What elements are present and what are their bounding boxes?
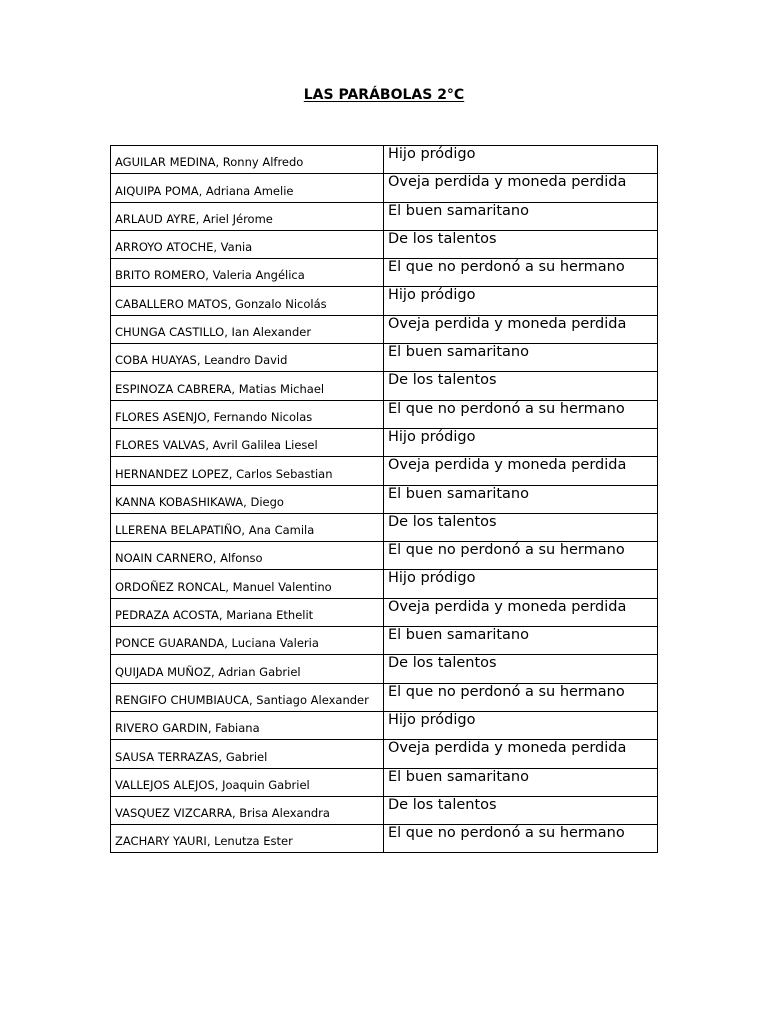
student-name-cell: ESPINOZA CABRERA, Matias Michael: [111, 372, 384, 400]
table-row: [111, 598, 658, 626]
student-name-cell: RIVERO GARDIN, Fabiana: [111, 711, 384, 739]
table-row: [111, 372, 658, 400]
parable-cell: El que no perdonó a su hermano: [384, 825, 658, 853]
table-row: [111, 570, 658, 598]
table-row: [111, 796, 658, 824]
parable-cell: Oveja perdida y moneda perdida: [384, 598, 658, 626]
student-name-cell: ARROYO ATOCHE, Vania: [111, 230, 384, 258]
parable-cell: De los talentos: [384, 513, 658, 541]
table-row: [111, 202, 658, 230]
table-row: [111, 174, 658, 202]
parable-cell: De los talentos: [384, 796, 658, 824]
student-name-cell: VASQUEZ VIZCARRA, Brisa Alexandra: [111, 796, 384, 824]
student-name-cell: COBA HUAYAS, Leandro David: [111, 344, 384, 372]
student-name-cell: RENGIFO CHUMBIAUCA, Santiago Alexander: [111, 683, 384, 711]
table-row: [111, 400, 658, 428]
parable-cell: Oveja perdida y moneda perdida: [384, 740, 658, 768]
table-row: [111, 287, 658, 315]
student-name-cell: VALLEJOS ALEJOS, Joaquin Gabriel: [111, 768, 384, 796]
table-row: [111, 683, 658, 711]
parable-cell: El que no perdonó a su hermano: [384, 683, 658, 711]
parable-cell: El que no perdonó a su hermano: [384, 542, 658, 570]
student-name-cell: AGUILAR MEDINA, Ronny Alfredo: [111, 146, 384, 174]
table-row: [111, 457, 658, 485]
assignment-table: [110, 145, 658, 853]
parable-cell: Oveja perdida y moneda perdida: [384, 457, 658, 485]
document-title: LAS PARÁBOLAS 2°C: [303, 87, 465, 103]
parable-cell: El que no perdonó a su hermano: [384, 400, 658, 428]
parable-cell: Hijo pródigo: [384, 146, 658, 174]
parable-cell: Hijo pródigo: [384, 428, 658, 456]
parable-cell: De los talentos: [384, 372, 658, 400]
student-name-cell: ZACHARY YAURI, Lenutza Ester: [111, 825, 384, 853]
table-row: [111, 627, 658, 655]
student-name-cell: BRITO ROMERO, Valeria Angélica: [111, 259, 384, 287]
parable-cell: El buen samaritano: [384, 344, 658, 372]
parable-cell: Hijo pródigo: [384, 287, 658, 315]
table-row: [111, 655, 658, 683]
student-name-cell: PEDRAZA ACOSTA, Mariana Ethelit: [111, 598, 384, 626]
parable-cell: De los talentos: [384, 230, 658, 258]
table-row: [111, 259, 658, 287]
parable-cell: Oveja perdida y moneda perdida: [384, 174, 658, 202]
table-row: [111, 768, 658, 796]
table-row: [111, 344, 658, 372]
student-name-cell: HERNANDEZ LOPEZ, Carlos Sebastian: [111, 457, 384, 485]
table-row: [111, 711, 658, 739]
student-name-cell: FLORES ASENJO, Fernando Nicolas: [111, 400, 384, 428]
table-row: [111, 513, 658, 541]
student-name-cell: QUIJADA MUÑOZ, Adrian Gabriel: [111, 655, 384, 683]
parable-cell: El buen samaritano: [384, 768, 658, 796]
table-row: [111, 428, 658, 456]
table-row: [111, 315, 658, 343]
parable-cell: De los talentos: [384, 655, 658, 683]
parable-cell: Hijo pródigo: [384, 570, 658, 598]
table-row: [111, 542, 658, 570]
student-name-cell: CHUNGA CASTILLO, Ian Alexander: [111, 315, 384, 343]
assignment-table-body: [111, 146, 658, 853]
student-name-cell: AIQUIPA POMA, Adriana Amelie: [111, 174, 384, 202]
parable-cell: El buen samaritano: [384, 627, 658, 655]
student-name-cell: KANNA KOBASHIKAWA, Diego: [111, 485, 384, 513]
student-name-cell: ARLAUD AYRE, Ariel Jérome: [111, 202, 384, 230]
parable-cell: El que no perdonó a su hermano: [384, 259, 658, 287]
student-name-cell: CABALLERO MATOS, Gonzalo Nicolás: [111, 287, 384, 315]
parable-cell: Oveja perdida y moneda perdida: [384, 315, 658, 343]
parable-cell: Hijo pródigo: [384, 711, 658, 739]
parable-cell: El buen samaritano: [384, 202, 658, 230]
student-name-cell: NOAIN CARNERO, Alfonso: [111, 542, 384, 570]
table-row: [111, 146, 658, 174]
student-name-cell: FLORES VALVAS, Avril Galilea Liesel: [111, 428, 384, 456]
student-name-cell: LLERENA BELAPATIÑO, Ana Camila: [111, 513, 384, 541]
student-name-cell: SAUSA TERRAZAS, Gabriel: [111, 740, 384, 768]
parable-cell: El buen samaritano: [384, 485, 658, 513]
table-row: [111, 230, 658, 258]
table-row: [111, 740, 658, 768]
table-row: [111, 825, 658, 853]
student-name-cell: ORDOÑEZ RONCAL, Manuel Valentino: [111, 570, 384, 598]
table-row: [111, 485, 658, 513]
student-name-cell: PONCE GUARANDA, Luciana Valeria: [111, 627, 384, 655]
